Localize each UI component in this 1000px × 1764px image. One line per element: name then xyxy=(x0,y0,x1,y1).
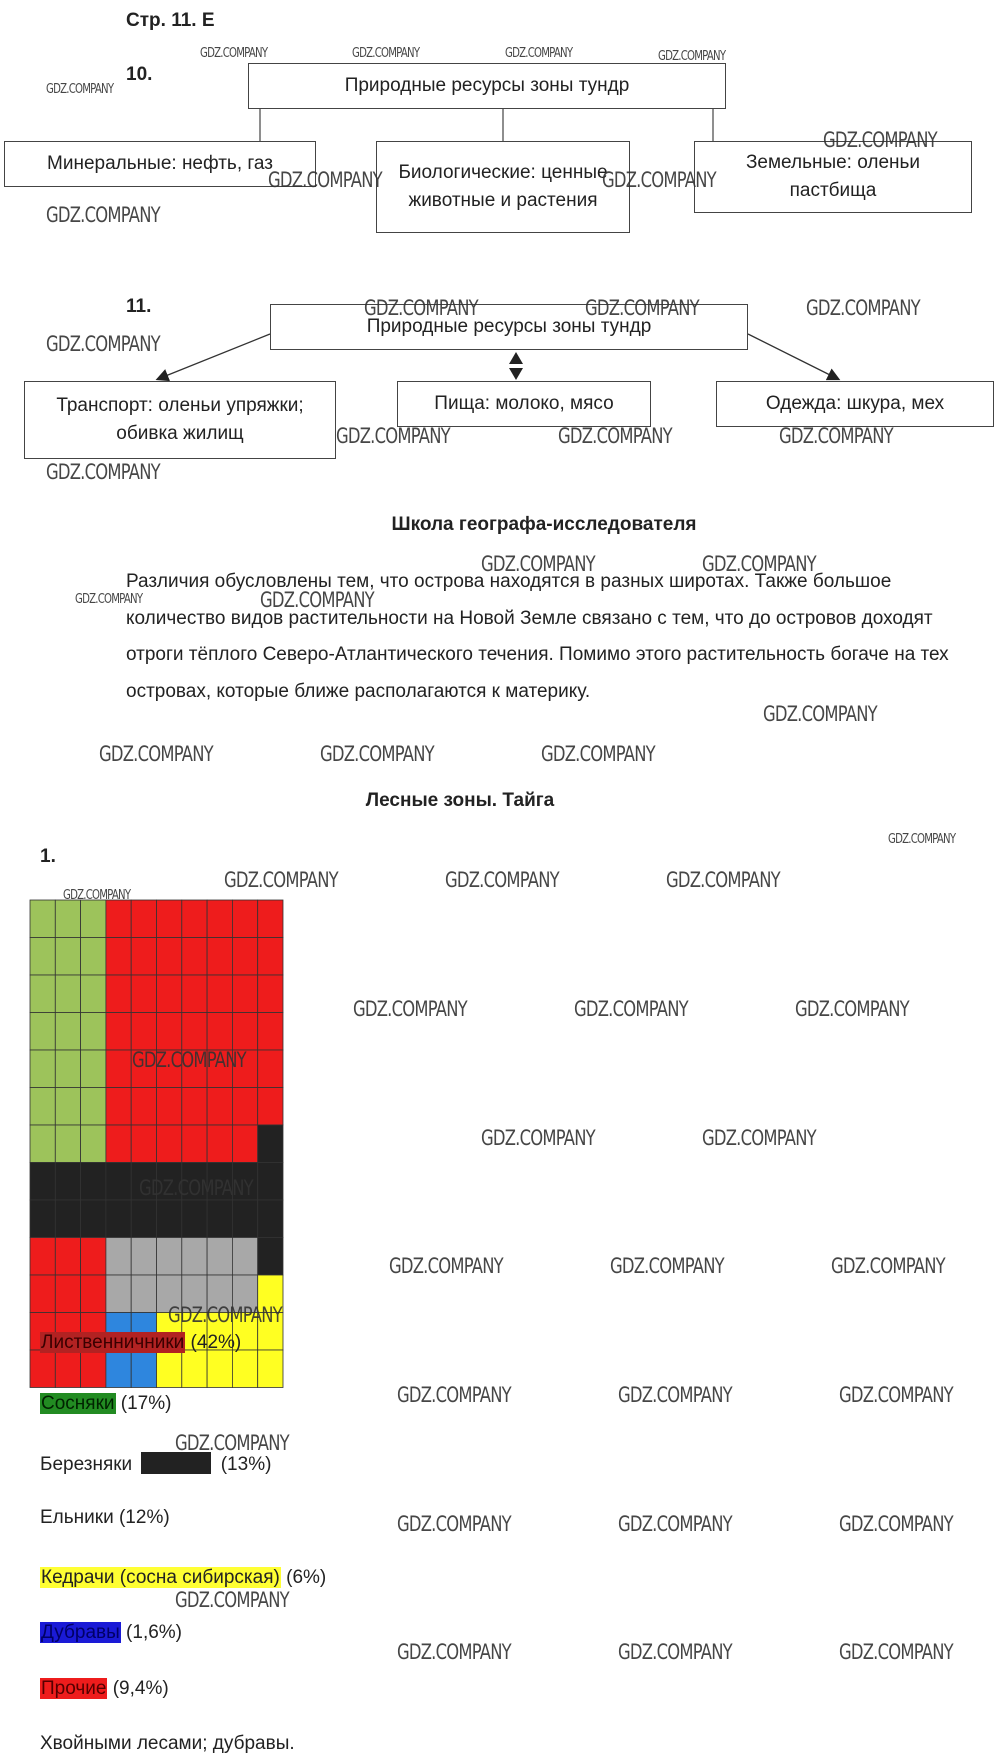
grid-cell xyxy=(207,975,232,1013)
watermark-text: GDZ.COMPANY xyxy=(224,868,338,892)
s11-food-box: Пища: молоко, мясо xyxy=(397,381,651,427)
grid-cell xyxy=(106,1013,131,1051)
s10-land-box: Земельные: оленьи пастбища xyxy=(694,141,972,213)
grid-cell xyxy=(81,1200,106,1238)
section10-label: 10. xyxy=(126,64,153,85)
watermark-text: GDZ.COMPANY xyxy=(320,742,434,766)
watermark-text: GDZ.COMPANY xyxy=(602,168,716,192)
grid-cell xyxy=(232,1238,257,1276)
watermark-text: GDZ.COMPANY xyxy=(702,1126,816,1150)
legend-item-larch xyxy=(40,1332,241,1354)
grid-cell xyxy=(55,1013,80,1051)
legend-item-oak xyxy=(40,1622,182,1644)
watermark-text: GDZ.COMPANY xyxy=(46,460,160,484)
watermark-text: GDZ.COMPANY xyxy=(888,832,956,847)
grid-cell xyxy=(157,1013,182,1051)
grid-cell xyxy=(182,1350,207,1388)
legend-swatch-cedar: Кедрачи (сосна сибирская) xyxy=(41,1567,280,1588)
watermark-text: GDZ.COMPANY xyxy=(168,1303,282,1327)
grid-cell xyxy=(207,1013,232,1051)
grid-cell xyxy=(106,1050,131,1088)
grid-cell xyxy=(131,1088,156,1126)
watermark-text: GDZ.COMPANY xyxy=(336,424,450,448)
watermark-text: GDZ.COMPANY xyxy=(352,46,420,61)
watermark-text: GDZ.COMPANY xyxy=(268,168,382,192)
grid-cell xyxy=(207,1238,232,1276)
grid-cell xyxy=(258,1050,283,1088)
watermark-text: GDZ.COMPANY xyxy=(839,1512,953,1536)
grid-cell xyxy=(81,1275,106,1313)
s11-root-box: Природные ресурсы зоны тундр xyxy=(270,304,748,350)
watermark-text: GDZ.COMPANY xyxy=(75,592,143,607)
grid-cell xyxy=(232,1350,257,1388)
grid-cell xyxy=(131,1200,156,1238)
grid-cell xyxy=(106,1350,131,1388)
grid-cell xyxy=(131,1013,156,1051)
grid-cell xyxy=(106,975,131,1013)
grid-cell xyxy=(182,900,207,938)
legend-value-cedar: (6%) xyxy=(286,1567,327,1588)
grid-cell xyxy=(106,1275,131,1313)
grid-cell xyxy=(81,1088,106,1126)
watermark-text: GDZ.COMPANY xyxy=(175,1431,289,1455)
grid-cell xyxy=(81,1013,106,1051)
grid-cell xyxy=(30,1163,55,1201)
grid-cell xyxy=(55,1088,80,1126)
grid-cell xyxy=(55,1238,80,1276)
grid-cell xyxy=(157,900,182,938)
grid-cell xyxy=(55,1125,80,1163)
grid-cell xyxy=(207,900,232,938)
watermark-text: GDZ.COMPANY xyxy=(806,296,920,320)
grid-cell xyxy=(106,938,131,976)
grid-cell xyxy=(30,1050,55,1088)
grid-cell xyxy=(55,975,80,1013)
watermark-text: GDZ.COMPANY xyxy=(175,1588,289,1612)
watermark-text: GDZ.COMPANY xyxy=(445,868,559,892)
grid-cell xyxy=(81,1163,106,1201)
grid-cell xyxy=(30,1275,55,1313)
legend-item-cedar xyxy=(40,1567,326,1589)
grid-cell xyxy=(55,1350,80,1388)
grid-cell xyxy=(232,1013,257,1051)
forest-task-label: 1. xyxy=(40,846,56,867)
legend-value-larch: (42%) xyxy=(190,1332,242,1353)
grid-cell xyxy=(55,1200,80,1238)
legend-item-spruce xyxy=(40,1507,170,1529)
grid-cell xyxy=(182,1125,207,1163)
grid-cell xyxy=(258,1088,283,1126)
grid-cell xyxy=(81,900,106,938)
grid-cell xyxy=(81,1125,106,1163)
legend-item-birch xyxy=(40,1452,271,1476)
watermark-text: GDZ.COMPANY xyxy=(618,1640,732,1664)
grid-cell xyxy=(30,975,55,1013)
grid-cell xyxy=(81,1350,106,1388)
grid-cell xyxy=(131,1350,156,1388)
watermark-text: GDZ.COMPANY xyxy=(353,997,467,1021)
watermark-text: GDZ.COMPANY xyxy=(132,1048,246,1072)
grid-cell xyxy=(131,900,156,938)
grid-cell xyxy=(81,1050,106,1088)
legend-name-birch: Березняки xyxy=(40,1454,133,1475)
grid-cell xyxy=(131,1125,156,1163)
grid-cell xyxy=(258,1350,283,1388)
watermark-text: GDZ.COMPANY xyxy=(823,128,937,152)
grid-cell xyxy=(232,1200,257,1238)
grid-cell xyxy=(106,900,131,938)
watermark-text: GDZ.COMPANY xyxy=(610,1254,724,1278)
grid-cell xyxy=(157,1200,182,1238)
grid-cell xyxy=(106,1200,131,1238)
grid-cell xyxy=(157,975,182,1013)
watermark-text: GDZ.COMPANY xyxy=(779,424,893,448)
grid-cell xyxy=(131,1275,156,1313)
grid-cell xyxy=(258,900,283,938)
watermark-text: GDZ.COMPANY xyxy=(831,1254,945,1278)
watermark-text: GDZ.COMPANY xyxy=(666,868,780,892)
grid-cell xyxy=(81,938,106,976)
grid-cell xyxy=(30,1238,55,1276)
watermark-text: GDZ.COMPANY xyxy=(364,296,478,320)
grid-cell xyxy=(81,975,106,1013)
s11-clothing-box: Одежда: шкура, мех xyxy=(716,381,994,427)
watermark-text: GDZ.COMPANY xyxy=(618,1512,732,1536)
school-paragraph: Различия обусловлены тем, что острова находятся в разных широтах. Также большое количество видов растительности на Новой Земле связано с тем, что до островов доходят отроги тёплого Северо-Атлантического течения. Помимо этого растительность богаче на тех островах, которые ближе располагаются к материку. xyxy=(126,571,949,702)
forest-answer: Хвойными лесами; дубравы. xyxy=(40,1733,295,1754)
grid-cell xyxy=(157,1125,182,1163)
watermark-text: GDZ.COMPANY xyxy=(99,742,213,766)
legend-value-birch: (13%) xyxy=(220,1454,272,1475)
page-header: Стр. 11. Е xyxy=(126,10,215,31)
legend-swatch-pine: Сосняки xyxy=(41,1393,115,1414)
grid-cell xyxy=(157,1350,182,1388)
legend-item-pine xyxy=(40,1393,171,1415)
legend-value-other: (9,4%) xyxy=(112,1678,169,1699)
legend-item-other xyxy=(40,1678,169,1700)
watermark-text: GDZ.COMPANY xyxy=(763,702,877,726)
grid-cell xyxy=(232,975,257,1013)
grid-cell xyxy=(232,1125,257,1163)
grid-cell xyxy=(182,975,207,1013)
s10-root-box: Природные ресурсы зоны тундр xyxy=(248,63,726,109)
grid-cell xyxy=(131,938,156,976)
watermark-text: GDZ.COMPANY xyxy=(558,424,672,448)
grid-cell xyxy=(182,1088,207,1126)
legend-swatch-birch xyxy=(141,1452,211,1474)
grid-cell xyxy=(232,938,257,976)
legend-value-spruce: (12%) xyxy=(118,1507,170,1528)
grid-cell xyxy=(30,1013,55,1051)
grid-cell xyxy=(106,1238,131,1276)
legend-value-pine: (17%) xyxy=(120,1393,172,1414)
watermark-text: GDZ.COMPANY xyxy=(505,46,573,61)
watermark-text: GDZ.COMPANY xyxy=(574,997,688,1021)
watermark-text: GDZ.COMPANY xyxy=(260,588,374,612)
grid-cell xyxy=(55,1163,80,1201)
grid-cell xyxy=(182,938,207,976)
watermark-text: GDZ.COMPANY xyxy=(397,1383,511,1407)
grid-cell xyxy=(30,938,55,976)
grid-cell xyxy=(106,1088,131,1126)
watermark-text: GDZ.COMPANY xyxy=(46,332,160,356)
watermark-text: GDZ.COMPANY xyxy=(618,1383,732,1407)
grid-cell xyxy=(106,1163,131,1201)
legend-name-spruce: Ельники xyxy=(40,1507,114,1528)
school-heading: Школа географа-исследователя xyxy=(391,514,697,535)
grid-cell xyxy=(55,1275,80,1313)
grid-cell xyxy=(258,1013,283,1051)
grid-cell xyxy=(30,1125,55,1163)
grid-cell xyxy=(30,1200,55,1238)
watermark-text: GDZ.COMPANY xyxy=(46,203,160,227)
legend-value-oak: (1,6%) xyxy=(126,1622,183,1643)
grid-cell xyxy=(157,1088,182,1126)
watermark-text: GDZ.COMPANY xyxy=(200,46,268,61)
watermark-text: GDZ.COMPANY xyxy=(541,742,655,766)
watermark-text: GDZ.COMPANY xyxy=(585,296,699,320)
watermark-text: GDZ.COMPANY xyxy=(397,1512,511,1536)
grid-cell xyxy=(157,938,182,976)
watermark-text: GDZ.COMPANY xyxy=(658,49,726,64)
legend-swatch-other: Прочие xyxy=(41,1678,107,1699)
watermark-text: GDZ.COMPANY xyxy=(481,552,595,576)
grid-cell xyxy=(258,1238,283,1276)
section11-label: 11. xyxy=(126,296,152,317)
grid-cell xyxy=(258,975,283,1013)
grid-cell xyxy=(131,975,156,1013)
s10-biological-box: Биологические: ценные животные и растения xyxy=(376,141,630,233)
forest-heading: Лесные зоны. Тайга xyxy=(365,790,555,811)
grid-cell xyxy=(258,1200,283,1238)
legend-swatch-larch: Лиственничники xyxy=(41,1332,185,1353)
grid-cell xyxy=(258,1163,283,1201)
grid-cell xyxy=(30,900,55,938)
watermark-text: GDZ.COMPANY xyxy=(702,552,816,576)
watermark-text: GDZ.COMPANY xyxy=(839,1383,953,1407)
grid-cell xyxy=(157,1238,182,1276)
grid-cell xyxy=(55,900,80,938)
watermark-text: GDZ.COMPANY xyxy=(389,1254,503,1278)
s10-mineral-box: Минеральные: нефть, газ xyxy=(4,141,316,187)
grid-cell xyxy=(182,1200,207,1238)
grid-cell xyxy=(258,938,283,976)
watermark-text: GDZ.COMPANY xyxy=(63,888,131,903)
watermark-text: GDZ.COMPANY xyxy=(139,1176,253,1200)
grid-cell xyxy=(55,1050,80,1088)
grid-cell xyxy=(106,1125,131,1163)
grid-cell xyxy=(81,1238,106,1276)
watermark-text: GDZ.COMPANY xyxy=(481,1126,595,1150)
legend-swatch-oak: Дубравы xyxy=(41,1622,120,1643)
grid-cell xyxy=(131,1238,156,1276)
grid-cell xyxy=(207,1125,232,1163)
grid-cell xyxy=(207,938,232,976)
watermark-text: GDZ.COMPANY xyxy=(839,1640,953,1664)
grid-cell xyxy=(207,1350,232,1388)
s11-transport-box: Транспорт: оленьи упряжки; обивка жилищ xyxy=(24,381,336,459)
grid-cell xyxy=(182,1013,207,1051)
grid-cell xyxy=(55,938,80,976)
grid-cell xyxy=(182,1238,207,1276)
grid-cell xyxy=(232,900,257,938)
grid-cell xyxy=(207,1200,232,1238)
watermark-text: GDZ.COMPANY xyxy=(795,997,909,1021)
grid-cell xyxy=(30,1088,55,1126)
grid-cell xyxy=(30,1350,55,1388)
grid-cell xyxy=(232,1088,257,1126)
watermark-text: GDZ.COMPANY xyxy=(46,82,114,97)
watermark-text: GDZ.COMPANY xyxy=(397,1640,511,1664)
grid-cell xyxy=(207,1088,232,1126)
grid-cell xyxy=(258,1125,283,1163)
